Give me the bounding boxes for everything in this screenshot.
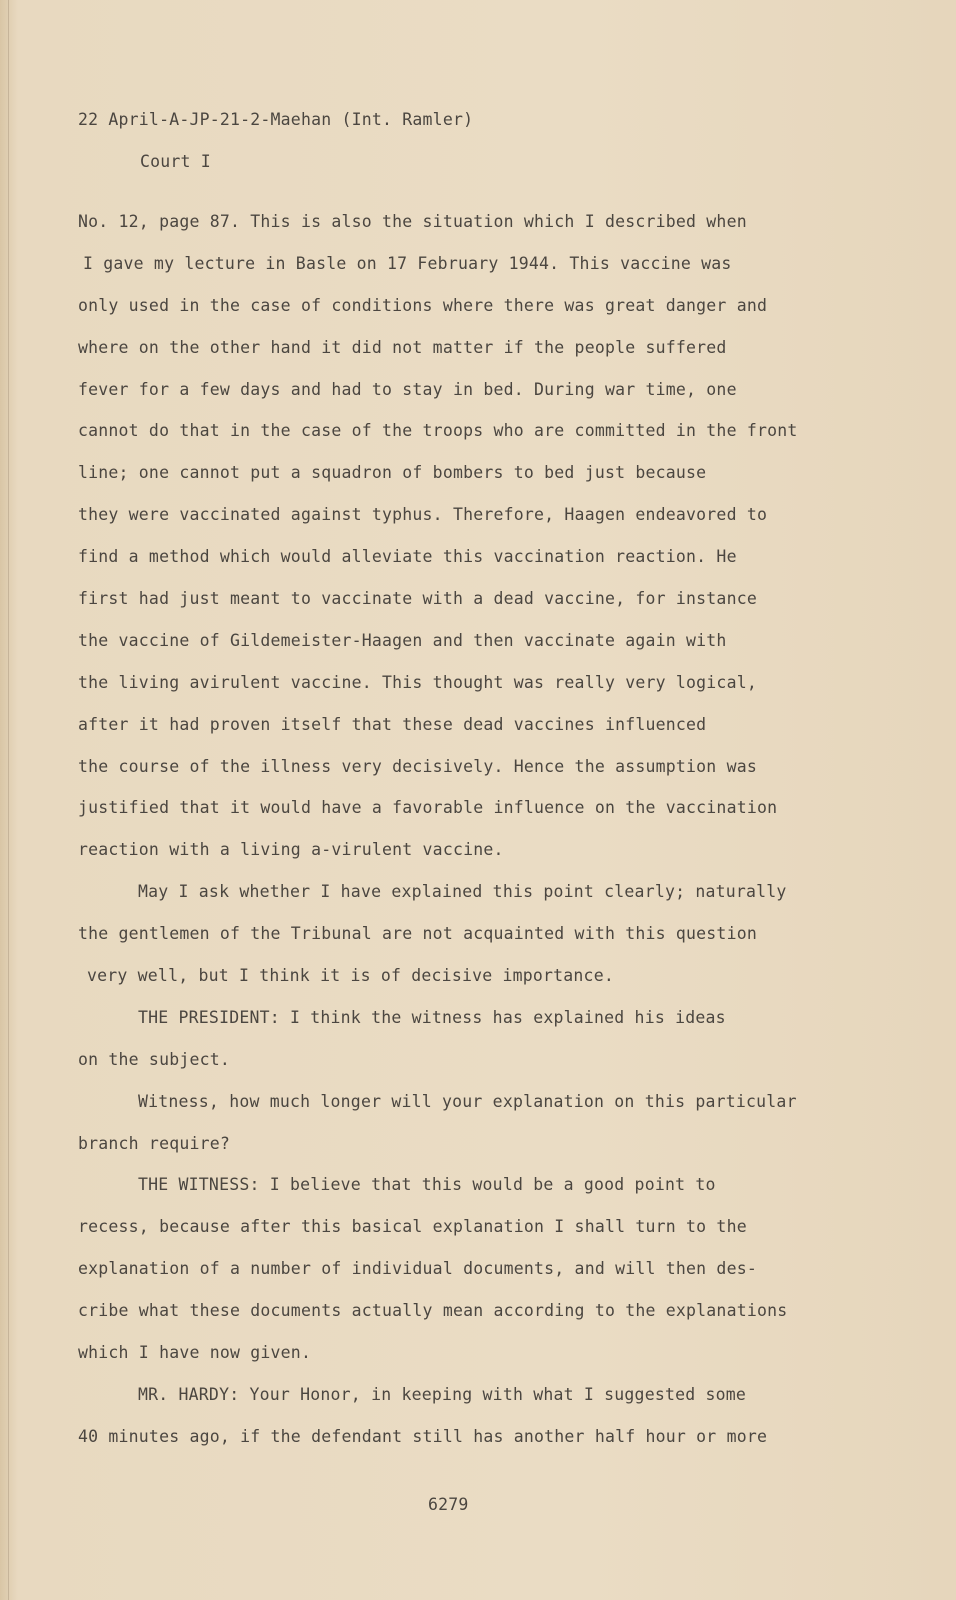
text-line: fever for a few days and had to stay in bed. During war time, one	[78, 379, 737, 399]
court-label: Court I	[140, 152, 211, 171]
text-line: No. 12, page 87. This is also the situation which I described when	[78, 212, 747, 231]
speaker-line-hardy: MR. HARDY: Your Honor, in keeping with what I suggested some	[138, 1384, 747, 1404]
text-line: reaction with a living a-virulent vaccine.	[78, 840, 504, 860]
text-line: branch require?	[78, 1133, 231, 1153]
speaker-line-witness: THE WITNESS: I believe that this would be a good point to	[138, 1175, 716, 1195]
text-line: they were vaccinated against typhus. Therefore, Haagen endeavored to	[78, 505, 768, 525]
page-number: 6279	[428, 1495, 469, 1514]
text-line: Witness, how much longer will your explanation on this particular	[138, 1091, 797, 1111]
text-line: explanation of a number of individual documents, and will then des-	[78, 1259, 757, 1279]
text-line: the vaccine of Gildemeister-Haagen and then vaccinate again with	[78, 630, 727, 650]
text-line: the course of the illness very decisively. Hence the assumption was	[78, 756, 757, 776]
text-line: the living avirulent vaccine. This thought was really very logical,	[78, 672, 757, 692]
text-line: I gave my lecture in Basle on 17 February 1944. This vaccine was	[83, 253, 732, 273]
text-line: after it had proven itself that these dead vaccines influenced	[78, 714, 707, 734]
text-line: on the subject.	[78, 1049, 231, 1069]
text-line: May I ask whether I have explained this point clearly; naturally	[138, 882, 787, 902]
case-header: 22 April-A-JP-21-2-Maehan (Int. Ramler)	[78, 110, 474, 129]
text-line: first had just meant to vaccinate with a dead vaccine, for instance	[78, 589, 757, 609]
speaker-line-president: THE PRESIDENT: I think the witness has explained his ideas	[138, 1007, 726, 1027]
text-line: the gentlemen of the Tribunal are not acquainted with this question	[78, 924, 757, 944]
text-line: 40 minutes ago, if the defendant still has another half hour or more	[78, 1426, 768, 1446]
text-line: very well, but I think it is of decisive importance.	[87, 966, 614, 986]
paper-edge-shadow	[8, 0, 9, 1600]
transcript-body	[78, 212, 818, 1469]
text-line: recess, because after this basical explanation I shall turn to the	[78, 1217, 747, 1237]
text-line: find a method which would alleviate this vaccination reaction. He	[78, 547, 737, 567]
text-line: justified that it would have a favorable influence on the vaccination	[78, 798, 778, 818]
text-line: which I have now given.	[78, 1343, 312, 1363]
text-line: cannot do that in the case of the troops who are committed in the front	[78, 421, 798, 441]
text-line: cribe what these documents actually mean according to the explanations	[78, 1301, 788, 1321]
text-line: line; one cannot put a squadron of bombers to bed just because	[78, 463, 707, 483]
text-line: only used in the case of conditions where there was great danger and	[78, 295, 768, 315]
text-line: where on the other hand it did not matter if the people suffered	[78, 337, 727, 357]
